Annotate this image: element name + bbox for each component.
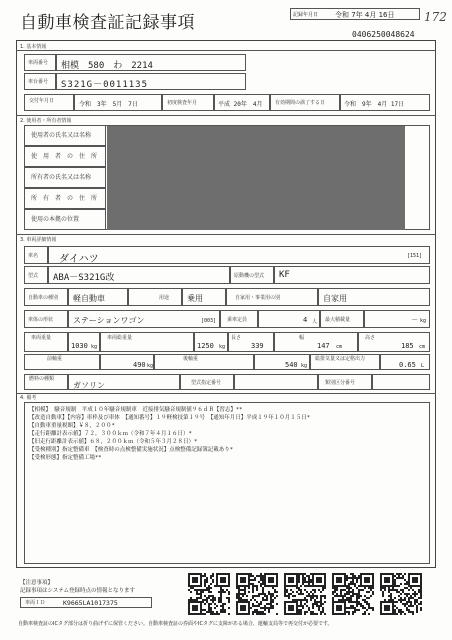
vehicle-id-value: K9665LA1017375	[63, 599, 118, 607]
type-approval-label-cell	[180, 374, 234, 390]
section4-heading: 4. 備考	[20, 395, 37, 401]
type-approval-label: 型式指定番号	[191, 380, 222, 386]
front-label: 前軸重	[47, 356, 63, 362]
biz-value: 自家用	[323, 294, 347, 303]
capacity-value-cell	[258, 310, 320, 328]
body-label: 車体の形状	[28, 317, 54, 323]
vin-value: S321G－0011135	[61, 80, 149, 90]
expiry-value: 令和 9年 4月 17日	[344, 101, 405, 108]
displacement-unit: L	[421, 363, 425, 369]
maxload-value: －	[411, 316, 418, 324]
length-label: 長さ	[231, 335, 242, 341]
plate-label-cell	[24, 54, 56, 71]
weight-value-cell	[68, 332, 100, 352]
maker-label-cell	[24, 246, 48, 264]
remark-line-4: 【走行距離計表示値】７２，３００ｋｍ（令和７年４月１６日）*	[29, 431, 192, 437]
weight-value: 1030	[71, 342, 88, 350]
capacity-value: 4	[303, 316, 308, 324]
type-value: 軽自動車	[73, 294, 105, 303]
redacted-owner-info	[107, 126, 405, 230]
owner-name-label: 所有者の氏名又は名称	[31, 174, 92, 181]
front-value: 490	[133, 361, 146, 369]
remark-line-6: 【受検種別】指定整備車 【検査時の点検整備実施状況】点検整備記録簿記載あり*	[29, 447, 234, 453]
displacement-label-cell	[310, 354, 380, 370]
model-label: 型式	[28, 273, 39, 279]
maxload-label: 最大積載量	[325, 317, 351, 323]
corner-handwritten-note: 172	[424, 10, 447, 24]
fuel-label-cell	[24, 374, 68, 390]
engine-value-cell	[274, 266, 430, 284]
rear-value-cell	[254, 354, 310, 370]
weight-label-cell	[24, 332, 68, 352]
bottom-notice: 自動車検査証のICタグ部分は折り曲げずに保管ください。自動車検査証の券面やICタグに支障がある場合、運輸支局等で再交付が必要です。	[18, 621, 333, 627]
category-label: 類別区分番号	[325, 380, 356, 386]
remark-line-2: 【改造自動車】【内容】車枠及び車体 【通知番号】１９軽検技第１９号 【通知年月日】平成１９年１０月１５日*	[29, 415, 311, 421]
height-unit: cm	[419, 344, 426, 350]
section3-rule	[16, 234, 436, 235]
owner-row-3	[24, 167, 106, 188]
expiry-label-cell	[270, 94, 340, 111]
fuel-value: ガソリン	[73, 381, 105, 390]
qr-code-3	[284, 573, 326, 615]
remark-line-1: 【相模】 騒音規制 平成１０年騒音規制車 近接排気騒音規制値９６ｄＢ【習志】**	[29, 407, 243, 413]
front-unit: kg	[147, 363, 154, 369]
capacity-label: 乗車定員	[227, 317, 248, 323]
notes-text: 記録事項はシステム登録時点の情報となります	[20, 588, 135, 594]
fuel-value-cell	[68, 374, 180, 390]
biz-label: 自家用・事業用の別	[235, 295, 281, 301]
owner-row-2	[24, 146, 106, 167]
weight-unit: kg	[91, 344, 98, 350]
section2-heading: 2. 使用者・所有者情報	[20, 118, 72, 124]
width-value: 147	[317, 342, 330, 350]
use-value-cell	[182, 288, 226, 306]
plate-label: 車両番号	[28, 60, 49, 66]
width-cell	[274, 332, 358, 352]
gross-label: 車両総重量	[107, 335, 133, 341]
body-code: [003]	[201, 318, 217, 324]
document-number: 0406250048624	[352, 30, 415, 39]
plate-value: 相模 580 わ 2214	[61, 61, 153, 71]
model-value-cell	[48, 266, 230, 284]
body-value-cell	[68, 310, 220, 328]
type-approval-value-cell	[234, 374, 318, 390]
biz-value-cell	[318, 288, 430, 306]
owner-row-4	[24, 188, 106, 209]
engine-label-cell	[230, 266, 274, 284]
maxload-label-cell	[320, 310, 364, 328]
vin-label-cell	[24, 73, 56, 90]
gross-value-cell	[194, 332, 228, 352]
record-date-box	[290, 8, 420, 20]
document-title: 自動車検査証記録事項	[20, 13, 195, 33]
notes-heading: 【注意事項】	[20, 580, 54, 586]
vin-value-cell	[56, 73, 246, 90]
maxload-unit: kg	[420, 318, 427, 324]
type-label-cell	[24, 288, 68, 306]
issue-label: 交付年月日	[29, 98, 55, 104]
maker-code: [151]	[407, 253, 423, 259]
owner-row-5	[24, 209, 106, 230]
use-label: 用途	[159, 295, 170, 301]
qr-code-1	[188, 573, 230, 615]
qr-code-4	[332, 573, 374, 615]
capacity-unit: 人	[312, 319, 318, 325]
category-label-cell	[318, 374, 372, 390]
first-reg-label-cell	[162, 94, 214, 111]
fuel-label: 燃料の種類	[29, 376, 55, 382]
category-value-cell	[372, 374, 430, 390]
displacement-label: 総排気量又は定格出力	[315, 356, 366, 362]
first-reg-value: 平成 20年 4月	[218, 101, 263, 108]
section1-rule	[16, 50, 436, 51]
section2-rule	[16, 115, 436, 116]
displacement-value-cell	[380, 354, 430, 370]
remarks-box	[24, 402, 430, 564]
remark-line-7: 【受検形態】指定整備工場**	[29, 455, 102, 461]
rear-unit: kg	[301, 363, 308, 369]
maker-value: ダイハツ	[59, 254, 99, 265]
vehicle-id-box	[20, 597, 152, 608]
capacity-label-cell	[220, 310, 258, 328]
record-date-label: 記録年月日	[293, 12, 319, 18]
rear-label: 後軸重	[183, 356, 199, 362]
width-unit: cm	[336, 344, 343, 350]
section4-rule	[16, 393, 436, 394]
use-label-cell	[128, 288, 182, 306]
use-value: 乗用	[187, 294, 203, 303]
remark-line-5: 【旧走行距離計表示値】６８，２００ｋｍ（令和５年３月２８日）*	[29, 439, 198, 445]
engine-label: 原動機の型式	[234, 273, 265, 279]
maxload-value-cell	[364, 310, 430, 328]
first-reg-label: 初度検査年月	[167, 100, 198, 106]
type-label: 自動車の種別	[28, 295, 59, 301]
vehicle-id-label: 車両ＩＤ	[25, 600, 46, 606]
height-cell	[358, 332, 430, 352]
base-location-label: 使用の本拠の位置	[31, 216, 80, 223]
front-value-cell	[100, 354, 154, 370]
width-label: 幅	[299, 335, 305, 341]
issue-value-cell	[74, 94, 162, 111]
body-value: ステーションワゴン	[73, 316, 145, 325]
gross-label-cell	[100, 332, 194, 352]
height-label: 高さ	[365, 335, 376, 341]
qr-code-2	[236, 573, 278, 615]
displacement-value: 0.65	[399, 361, 416, 369]
qr-code-5	[380, 573, 422, 615]
section3-heading: 3. 車両詳細情報	[20, 237, 57, 243]
owner-row-1	[24, 125, 106, 146]
body-label-cell	[24, 310, 68, 328]
type-value-cell	[68, 288, 128, 306]
rear-value: 540	[285, 361, 298, 369]
rear-label-cell	[154, 354, 254, 370]
model-value: ABA－S321G改	[53, 273, 115, 283]
gross-value: 1250	[197, 342, 214, 350]
biz-label-cell	[226, 288, 318, 306]
remark-line-3: 【自動車重量税額】￥８，２００*	[29, 423, 115, 429]
first-reg-value-cell	[214, 94, 270, 111]
weight-label: 車両重量	[31, 335, 52, 341]
issue-label-cell	[24, 94, 74, 111]
owner-address-label: 所 有 者 の 住 所	[31, 195, 98, 202]
user-address-label: 使 用 者 の 住 所	[31, 153, 98, 160]
maker-label: 車名	[28, 253, 39, 259]
user-name-label: 使用者の氏名又は名称	[31, 132, 92, 139]
model-label-cell	[24, 266, 48, 284]
section1-heading: 1. 基本情報	[20, 44, 47, 50]
length-cell	[228, 332, 274, 352]
length-value: 339	[251, 342, 264, 350]
vin-label: 車台番号	[28, 79, 49, 85]
height-value: 185	[401, 342, 414, 350]
expiry-label: 有効期間の満了する日	[275, 100, 326, 106]
gross-unit: kg	[219, 344, 226, 350]
expiry-value-cell	[340, 94, 430, 111]
engine-value: KF	[279, 270, 290, 280]
maker-value-cell	[48, 246, 430, 264]
issue-value: 令和 3年 5月 7日	[79, 101, 138, 108]
plate-value-cell	[56, 54, 246, 71]
record-date-value: 令和 7年 4月 16日	[335, 11, 395, 19]
front-label-cell	[24, 354, 100, 370]
